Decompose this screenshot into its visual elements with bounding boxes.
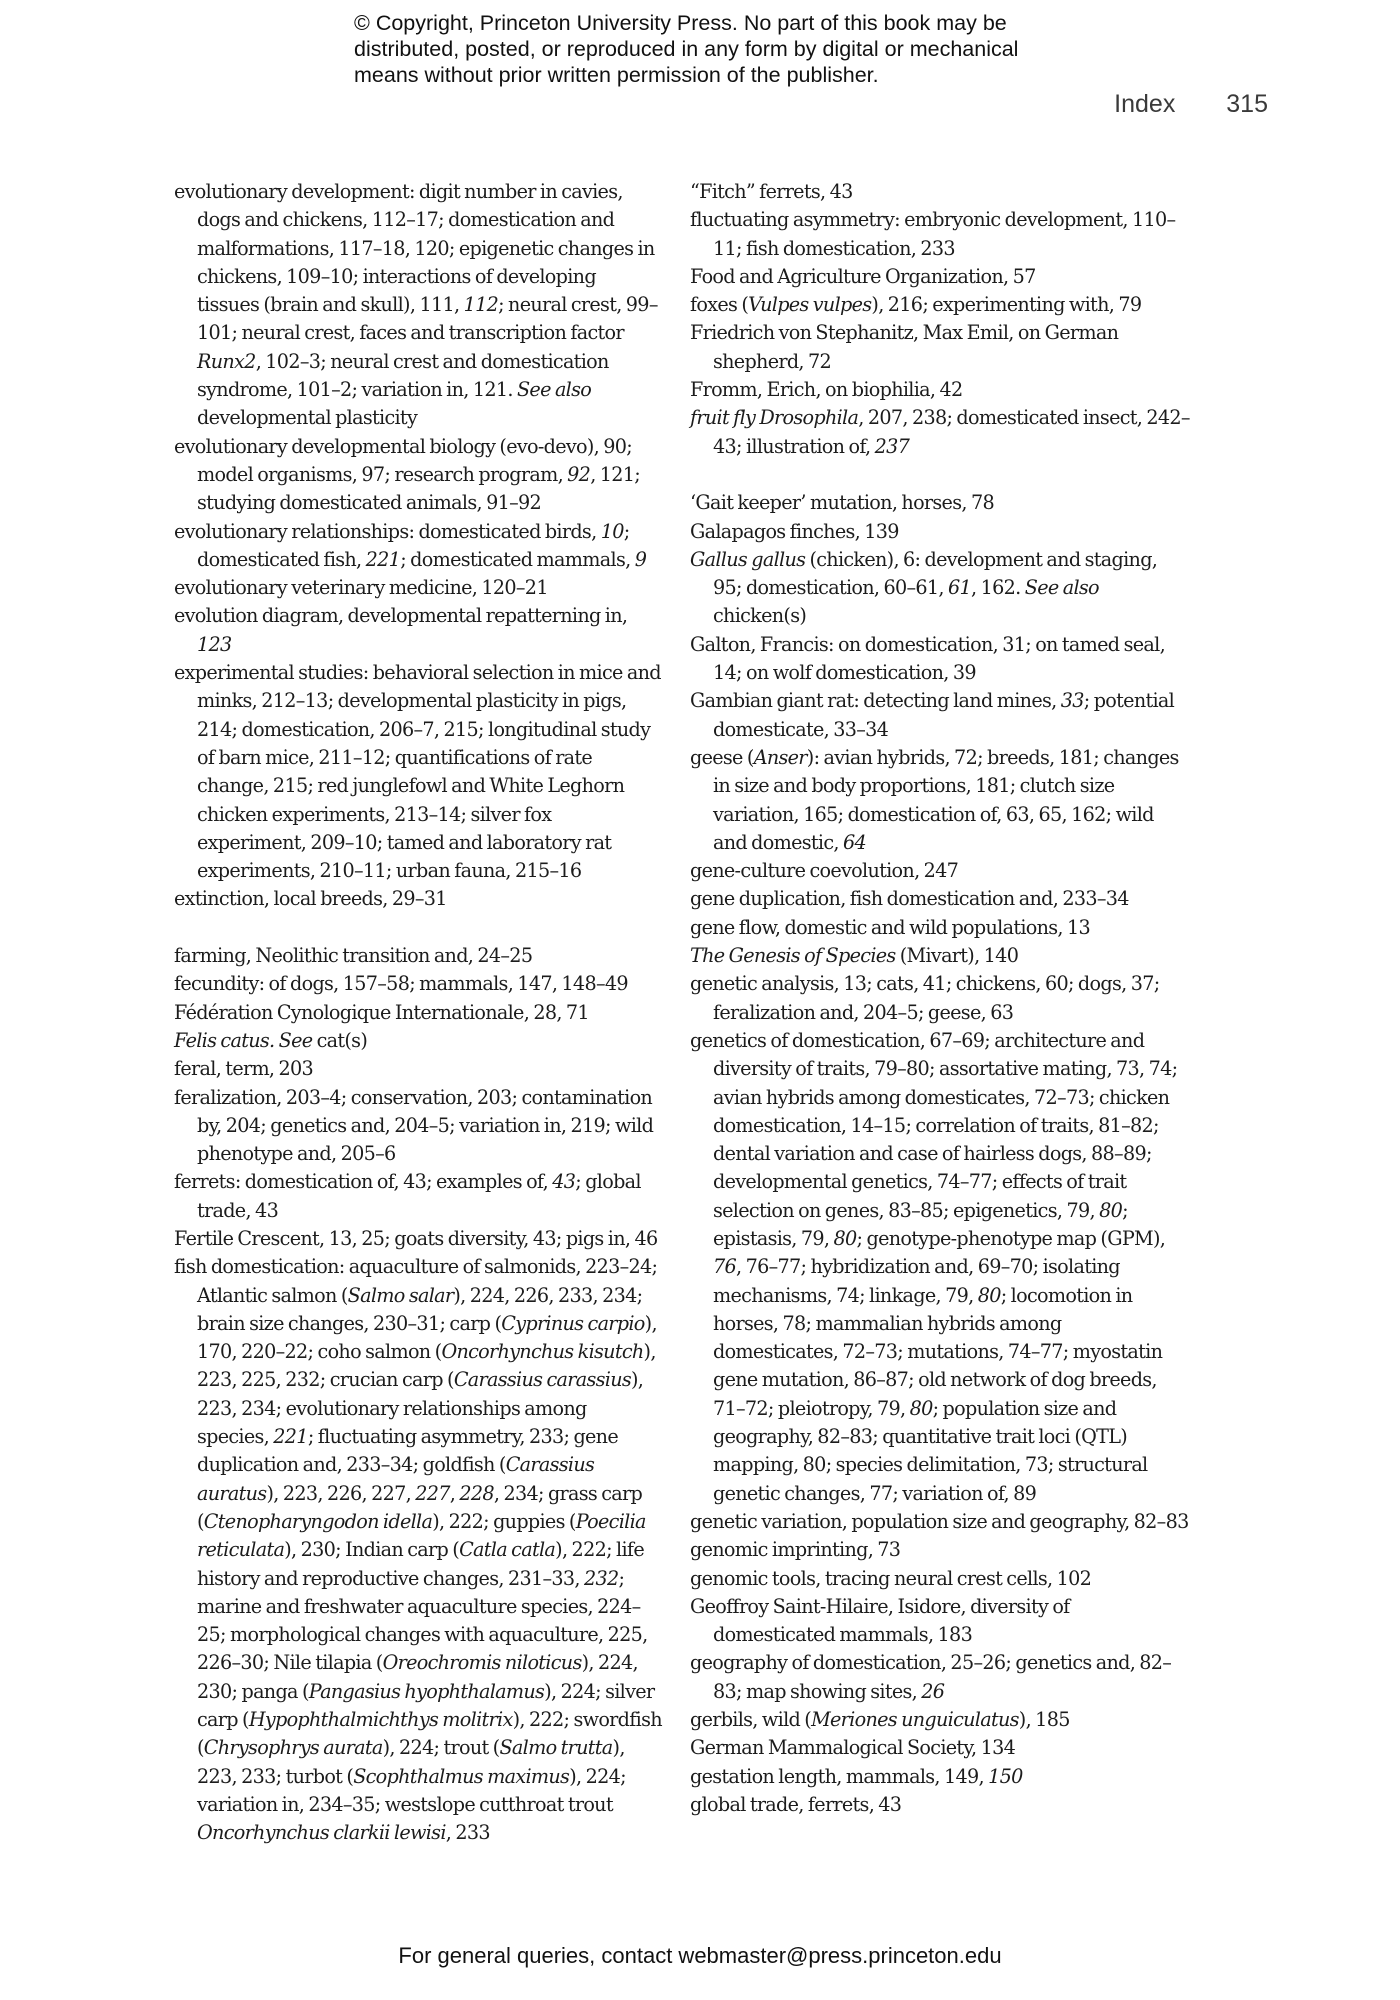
index-entry: gerbils, wild (Meriones unguiculatus), 185 [690,1708,1070,1732]
index-entry: evolutionary relationships: domesticated birds, 10; domesticated fish, 221; domesticated mammals, 9 [174,519,647,571]
index-entry: The Genesis of Species (Mivart), 140 [690,944,1019,968]
index-column-left [174,178,662,1848]
index-entry: gene flow, domestic and wild populations, 13 [690,915,1091,939]
index-entry: Geoffroy Saint-Hilaire, Isidore, diversity of domesticated mammals, 183 [690,1594,1070,1647]
index-entry: extinction, local breeds, 29–31 [174,887,447,911]
index-entry: genetic analysis, 13; cats, 41; chickens, 60; dogs, 37; feralization and, 204–5; geese, 63 [690,972,1160,1024]
copyright-line: means without prior written permission of the publisher. [354,63,879,87]
index-entry: German Mammalogical Society, 134 [690,1736,1016,1760]
index-entry: geese (Anser): avian hybrids, 72; breeds, 181; changes in size and body proportions, 181; clutch size variation, 165; domestication of, 63, 65, 162; wild and domestic, 64 [690,745,1179,854]
copyright-line: © Copyright, Princeton University Press. No part of this book may be [354,11,1007,35]
index-entry: Fédération Cynologique Internationale, 28, 71 [174,1000,589,1024]
index-entry: Galapagos finches, 139 [690,519,899,543]
index-column-right [690,178,1190,1819]
index-entry: gene-culture coevolution, 247 [690,859,959,883]
letter-section-gap [690,461,1190,489]
index-entry: evolution diagram, developmental repatterning in, 123 [174,604,628,656]
index-entry: Felis catus. See cat(s) [174,1028,368,1052]
page-number: 315 [1226,90,1268,118]
index-entry: evolutionary veterinary medicine, 120–21 [174,576,548,600]
index-entry: farming, Neolithic transition and, 24–25 [174,944,533,968]
index-entry: genomic imprinting, 73 [690,1538,901,1562]
index-entry: evolutionary development: digit number in cavies, dogs and chickens, 112–17; domestication and malformations, 117–18, 120; epigenetic changes in chickens, 109–10; interactions of developing tissues (brain and skull), 111, 112; neural crest, 99–101; neural crest, faces and transcription factor Runx2, 102–3; neural crest and domestication syndrome, 101–2; variation in, 121. See also developmental plasticity [174,180,658,430]
index-entry: fluctuating asymmetry: embryonic development, 110–11; fish domestication, 233 [690,208,1176,260]
index-entry: genetics of domestication, 67–69; architecture and diversity of traits, 79–80; assortative mating, 73, 74; avian hybrids among domesticates, 72–73; chicken domestication, 14–15; correlation of traits, 81–82; dental variation and case of hairless dogs, 88–89; developmental genetics, 74–77; effects of trait selection on genes, 83–85; epigenetics, 79, 80; epistasis, 79, 80; genotype-phenotype map (GPM), 76, 76–77; hybridization and, 69–70; isolating mechanisms, 74; linkage, 79, 80; locomotion in horses, 78; mammalian hybrids among domesticates, 72–73; mutations, 74–77; myostatin gene mutation, 86–87; old network of dog breeds, 71–72; pleiotropy, 79, 80; population size and geography, 82–83; quantitative trait loci (QTL) mapping, 80; species delimitation, 73; structural genetic changes, 77; variation of, 89 [690,1028,1178,1505]
index-entry: gestation length, mammals, 149, 150 [690,1764,1023,1788]
index-entry: genomic tools, tracing neural crest cells, 102 [690,1566,1092,1590]
index-entry: fish domestication: aquaculture of salmonids, 223–24; Atlantic salmon (Salmo salar), 224, 226, 233, 234; brain size changes, 230–31; carp (Cyprinus carpio), 170, 220–22; coho salmon (Oncorhynchus kisutch), 223, 225, 232; crucian carp (Carassius carassius), 223, 234; evolutionary relationships among species, 221; fluctuating asymmetry, 233; gene duplication and, 233–34; goldfish (Carassius auratus), 223, 226, 227, 227, 228, 234; grass carp (Ctenopharyngodon idella), 222; guppies (Poecilia reticulata), 230; Indian carp (Catla catla), 222; life history and reproductive changes, 231–33, 232; marine and freshwater aquaculture species, 224–25; morphological changes with aquaculture, 225, 226–30; Nile tilapia (Oreochromis niloticus), 224, 230; panga (Pangasius hyophthalamus), 224; silver carp (Hypophthalmichthys molitrix), 222; swordfish (Chrysophrys aurata), 224; trout (Salmo trutta), 223, 233; turbot (Scophthalmus maximus), 224; variation in, 234–35; westslope cutthroat trout Oncorhynchus clarkii lewisi, 233 [174,1255,662,1845]
index-entry: evolutionary developmental biology (evo-devo), 90; model organisms, 97; research program, 92, 121; studying domesticated animals, 91–92 [174,434,641,515]
index-entry: ‘Gait keeper’ mutation, horses, 78 [690,491,994,515]
index-entry: fecundity: of dogs, 157–58; mammals, 147, 148–49 [174,972,628,996]
index-entry: Gambian giant rat: detecting land mines, 33; potential domesticate, 33–34 [690,689,1175,741]
index-entry: geography of domestication, 25–26; genetics and, 82–83; map showing sites, 26 [690,1651,1172,1703]
index-entry: ferrets: domestication of, 43; examples of, 43; global trade, 43 [174,1170,641,1222]
index-entry: Friedrich von Stephanitz, Max Emil, on German shepherd, 72 [690,321,1119,373]
index-entry: “Fitch” ferrets, 43 [690,180,853,203]
index-entry: feralization, 203–4; conservation, 203; contamination by, 204; genetics and, 204–5; variation in, 219; wild phenotype and, 205–6 [174,1085,654,1166]
index-entry: Fertile Crescent, 13, 25; goats diversity, 43; pigs in, 46 [174,1226,658,1250]
letter-section-gap [174,914,662,942]
index-entry: genetic variation, population size and geography, 82–83 [690,1509,1189,1533]
copyright-line: distributed, posted, or reproduced in any form by digital or mechanical [354,37,1019,61]
index-entry: global trade, ferrets, 43 [690,1792,902,1816]
index-entry: fruit fly Drosophila, 207, 238; domesticated insect, 242–43; illustration of, 237 [690,406,1190,458]
index-entry: gene duplication, fish domestication and, 233–34 [690,887,1129,911]
footer-contact: For general queries, contact webmaster@press.princeton.edu [398,1943,1002,1968]
index-entry: foxes (Vulpes vulpes), 216; experimenting with, 79 [690,293,1142,317]
index-entry: Gallus gallus (chicken), 6: development and staging, 95; domestication, 60–61, 61, 162. See also chicken(s) [690,547,1158,628]
running-head [1114,90,1268,119]
index-entry: experimental studies: behavioral selection in mice and minks, 212–13; developmental plasticity in pigs, 214; domestication, 206–7, 215; longitudinal study of barn mice, 211–12; quantifications of rate change, 215; red junglefowl and White Leghorn chicken experiments, 213–14; silver fox experiment, 209–10; tamed and laboratory rat experiments, 210–11; urban fauna, 215–16 [174,661,661,883]
section-title: Index [1114,90,1176,118]
copyright-notice [354,10,1114,88]
index-entry: feral, term, 203 [174,1057,314,1081]
index-entry: Fromm, Erich, on biophilia, 42 [690,378,963,402]
index-entry: Food and Agriculture Organization, 57 [690,264,1036,288]
index-entry: Galton, Francis: on domestication, 31; on tamed seal, 14; on wolf domestication, 39 [690,632,1165,685]
